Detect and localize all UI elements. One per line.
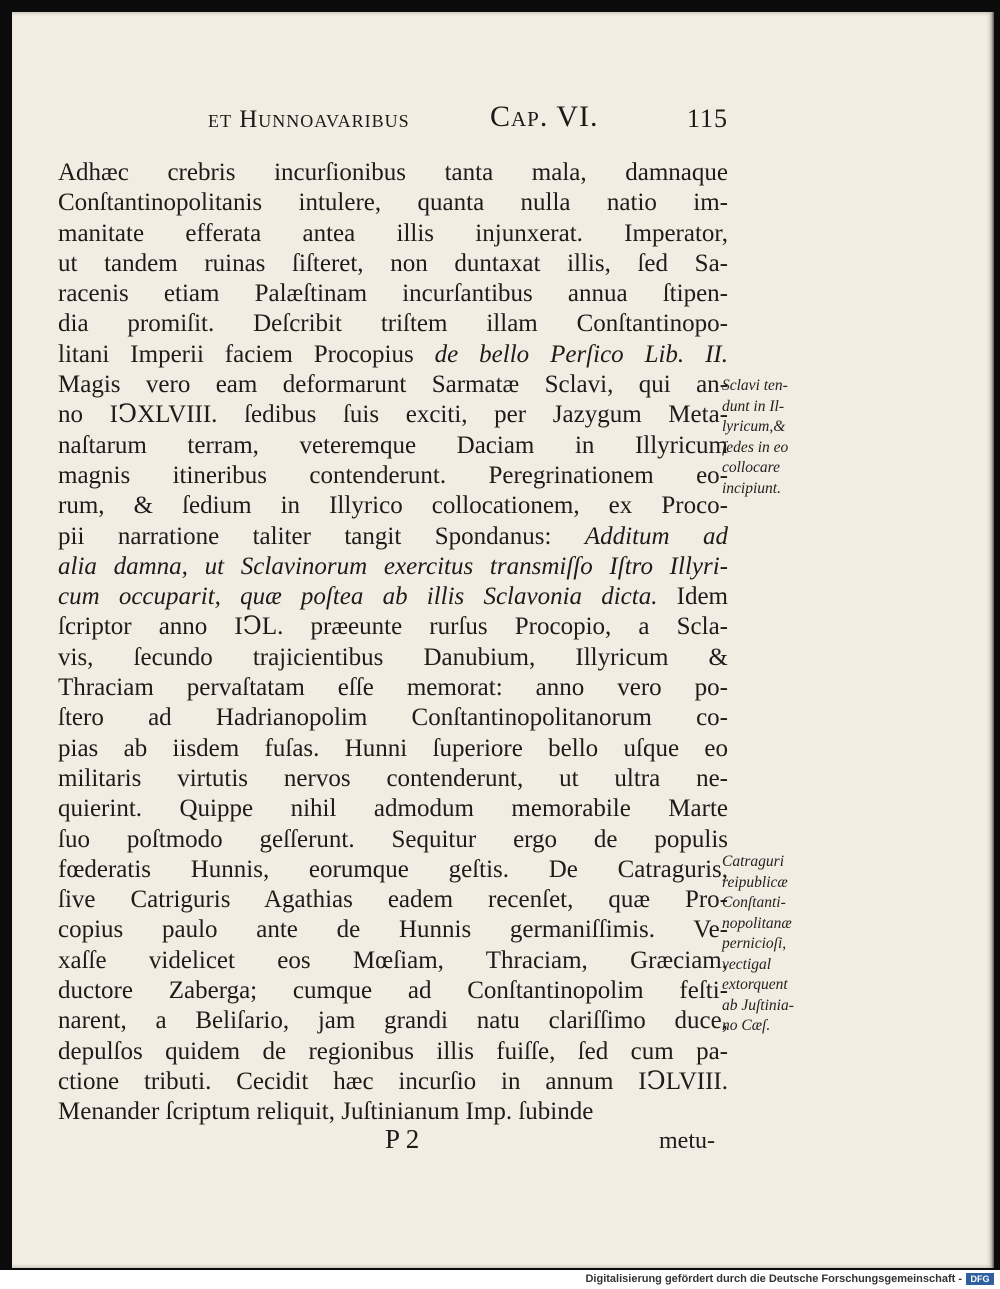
marginal-note-line: dunt in Il- bbox=[722, 397, 784, 415]
text-line bbox=[58, 673, 728, 703]
text-line-roman: manitate efferata antea illis injunxerat. Imperator, bbox=[58, 219, 728, 247]
text-line-roman: ut tandem ruinas ſiſteret, non duntaxat illis, ſed Sa- bbox=[58, 249, 728, 277]
page-edge bbox=[991, 12, 994, 1268]
marginal-note-line: nopolitanæ bbox=[722, 914, 792, 932]
marginal-note-line: vectigal bbox=[722, 955, 772, 973]
text-line-roman: ſcriptor anno IↃL. præeunte rurſus Procopio, a Scla- bbox=[58, 613, 728, 641]
marginal-note-line: ab Juſtinia- bbox=[722, 996, 794, 1014]
catchword: metu- bbox=[659, 1128, 715, 1154]
text-line-roman: ſive Catriguris Agathias eadem recenſet, quæ Pro- bbox=[58, 886, 728, 914]
text-line bbox=[58, 885, 728, 915]
text-line-roman: Thraciam pervaſtatam eſſe memorat: anno vero po- bbox=[58, 674, 728, 702]
text-line bbox=[58, 915, 728, 945]
marginal-note-line: Sclavi ten- bbox=[722, 377, 788, 394]
text-line bbox=[58, 431, 728, 461]
text-line bbox=[58, 855, 728, 885]
running-head bbox=[208, 100, 728, 144]
marginal-note-line: lyricum,& bbox=[722, 418, 786, 435]
text-line-roman: narent, a Beliſario, jam grandi natu clariſſimo duce, bbox=[58, 1007, 728, 1035]
marginal-note-line: Catraguri bbox=[722, 853, 785, 870]
text-line-roman: xaſſe videlicet eos Mœſiam, Thraciam, Græciam, bbox=[58, 946, 728, 974]
text-line bbox=[58, 279, 728, 309]
text-line bbox=[58, 158, 728, 188]
text-line bbox=[58, 1067, 728, 1097]
marginal-note-line: incipiunt. bbox=[722, 479, 781, 497]
marginal-note-line: Conſtanti- bbox=[722, 894, 786, 911]
text-line-italic: cum occuparit, quæ poſtea ab illis Sclavonia dicta. bbox=[58, 583, 658, 611]
text-line-roman: ctione tributi. Cecidit hæc incurſio in annum IↃLVIII. bbox=[58, 1067, 728, 1095]
dfg-logo: DFG bbox=[966, 1273, 994, 1285]
signature-mark: P 2 bbox=[385, 1124, 420, 1154]
text-line bbox=[58, 1006, 728, 1036]
text-line bbox=[58, 1037, 728, 1067]
text-line bbox=[58, 340, 728, 370]
text-line-roman: racenis etiam Palæſtinam incurſantibus annua ſtipen- bbox=[58, 280, 728, 308]
text-line-roman: Magis vero eam deformarunt Sarmatæ Sclavi, qui an- bbox=[58, 371, 728, 399]
text-line-roman: no IↃXLVIII. ſedibus ſuis exciti, per Jazygum Meta- bbox=[58, 401, 728, 429]
digitization-credit: Digitalisierung gefördert durch die Deutsche Forschungsgemeinschaft - bbox=[585, 1273, 962, 1285]
text-line bbox=[58, 582, 728, 612]
text-line bbox=[58, 976, 728, 1006]
text-line bbox=[58, 491, 728, 521]
text-line bbox=[58, 703, 728, 733]
digitization-footer bbox=[0, 1270, 1000, 1289]
text-line-roman: copius paulo ante de Hunnis germaniſſimis. Ve- bbox=[58, 916, 728, 944]
marginal-note-line: no Cæſ. bbox=[722, 1017, 771, 1034]
text-line-roman: rum, & ſedium in Illyrico collocationem, ex Proco- bbox=[58, 492, 728, 520]
text-line-roman: litani Imperii faciem Procopius bbox=[58, 340, 414, 368]
text-line-roman: ſuo poſtmodo geſſerunt. Sequitur ergo de populis bbox=[58, 825, 728, 853]
text-line-tail: Idem bbox=[676, 583, 729, 611]
running-head-title: et Hunnoavaribus bbox=[208, 106, 410, 133]
text-line bbox=[58, 946, 728, 976]
text-line bbox=[58, 522, 728, 552]
text-line-roman: pii narratione taliter tangit Spondanus: bbox=[58, 522, 552, 550]
text-line-roman: depulſos quidem de regionibus illis fuiſſe, ſed cum pa- bbox=[58, 1037, 728, 1065]
marginal-note-line: ſedes in eo bbox=[722, 438, 789, 456]
text-line bbox=[58, 643, 728, 673]
text-line bbox=[58, 400, 728, 430]
text-line-roman: Conſtantinopolitanis intulere, quanta nulla natio im- bbox=[58, 189, 728, 217]
text-line-roman: quierint. Quippe nihil admodum memorabile Marte bbox=[58, 795, 728, 823]
text-line bbox=[58, 1097, 728, 1127]
text-line bbox=[58, 764, 728, 794]
text-line bbox=[58, 552, 728, 582]
text-line bbox=[58, 461, 728, 491]
text-line-roman: fœderatis Hunnis, eorumque geſtis. De Catraguris, bbox=[58, 855, 728, 883]
text-line bbox=[58, 309, 728, 339]
text-line-roman: Menander ſcriptum reliquit, Juſtinianum Imp. ſubinde bbox=[58, 1098, 594, 1126]
marginal-note-line: reipublicæ bbox=[722, 873, 788, 891]
marginal-note-line: collocare bbox=[722, 459, 780, 476]
text-line bbox=[58, 188, 728, 218]
text-line-roman: pias ab iisdem fuſas. Hunni ſuperiore bello uſque eo bbox=[58, 734, 728, 762]
text-line-roman: dia promiſit. Deſcribit triſtem illam Conſtantinopo- bbox=[58, 310, 728, 338]
text-line-italic: de bello Perſico Lib. II. bbox=[434, 340, 729, 368]
marginal-note-line: pernicioſi, bbox=[722, 935, 787, 952]
text-line-roman: militaris virtutis nervos contenderunt, ut ultra ne- bbox=[58, 764, 728, 792]
marginal-note-line: extorquent bbox=[722, 976, 788, 993]
page-footer bbox=[385, 1124, 715, 1158]
text-line bbox=[58, 249, 728, 279]
text-line bbox=[58, 825, 728, 855]
text-line-roman: Adhæc crebris incurſionibus tanta mala, damnaque bbox=[58, 159, 728, 186]
text-line bbox=[58, 612, 728, 642]
text-line-roman: naſtarum terram, veteremque Daciam in Illyricum bbox=[58, 431, 728, 459]
text-line bbox=[58, 370, 728, 400]
text-line-roman: ſtero ad Hadrianopolim Conſtantinopolitanorum co- bbox=[58, 704, 728, 732]
text-line-roman: vis, ſecundo trajicientibus Danubium, Illyricum & bbox=[58, 643, 728, 671]
text-line-italic: alia damna, ut Sclavinorum exercitus transmiſſo Iſtro Illyri- bbox=[58, 552, 728, 580]
body-text bbox=[58, 158, 728, 1128]
text-line-roman: magnis itineribus contenderunt. Peregrinationem eo- bbox=[58, 461, 728, 489]
text-line bbox=[58, 219, 728, 249]
running-head-chapter: Cap. VI. bbox=[490, 100, 599, 133]
text-line-italic: Additum ad bbox=[584, 522, 729, 550]
marginal-note bbox=[722, 376, 822, 499]
text-line-roman: ductore Zaberga; cumque ad Conſtantinopolim feſti- bbox=[58, 977, 728, 1005]
page-number: 115 bbox=[686, 104, 728, 133]
text-line bbox=[58, 734, 728, 764]
text-line bbox=[58, 794, 728, 824]
marginal-note bbox=[722, 852, 822, 1037]
